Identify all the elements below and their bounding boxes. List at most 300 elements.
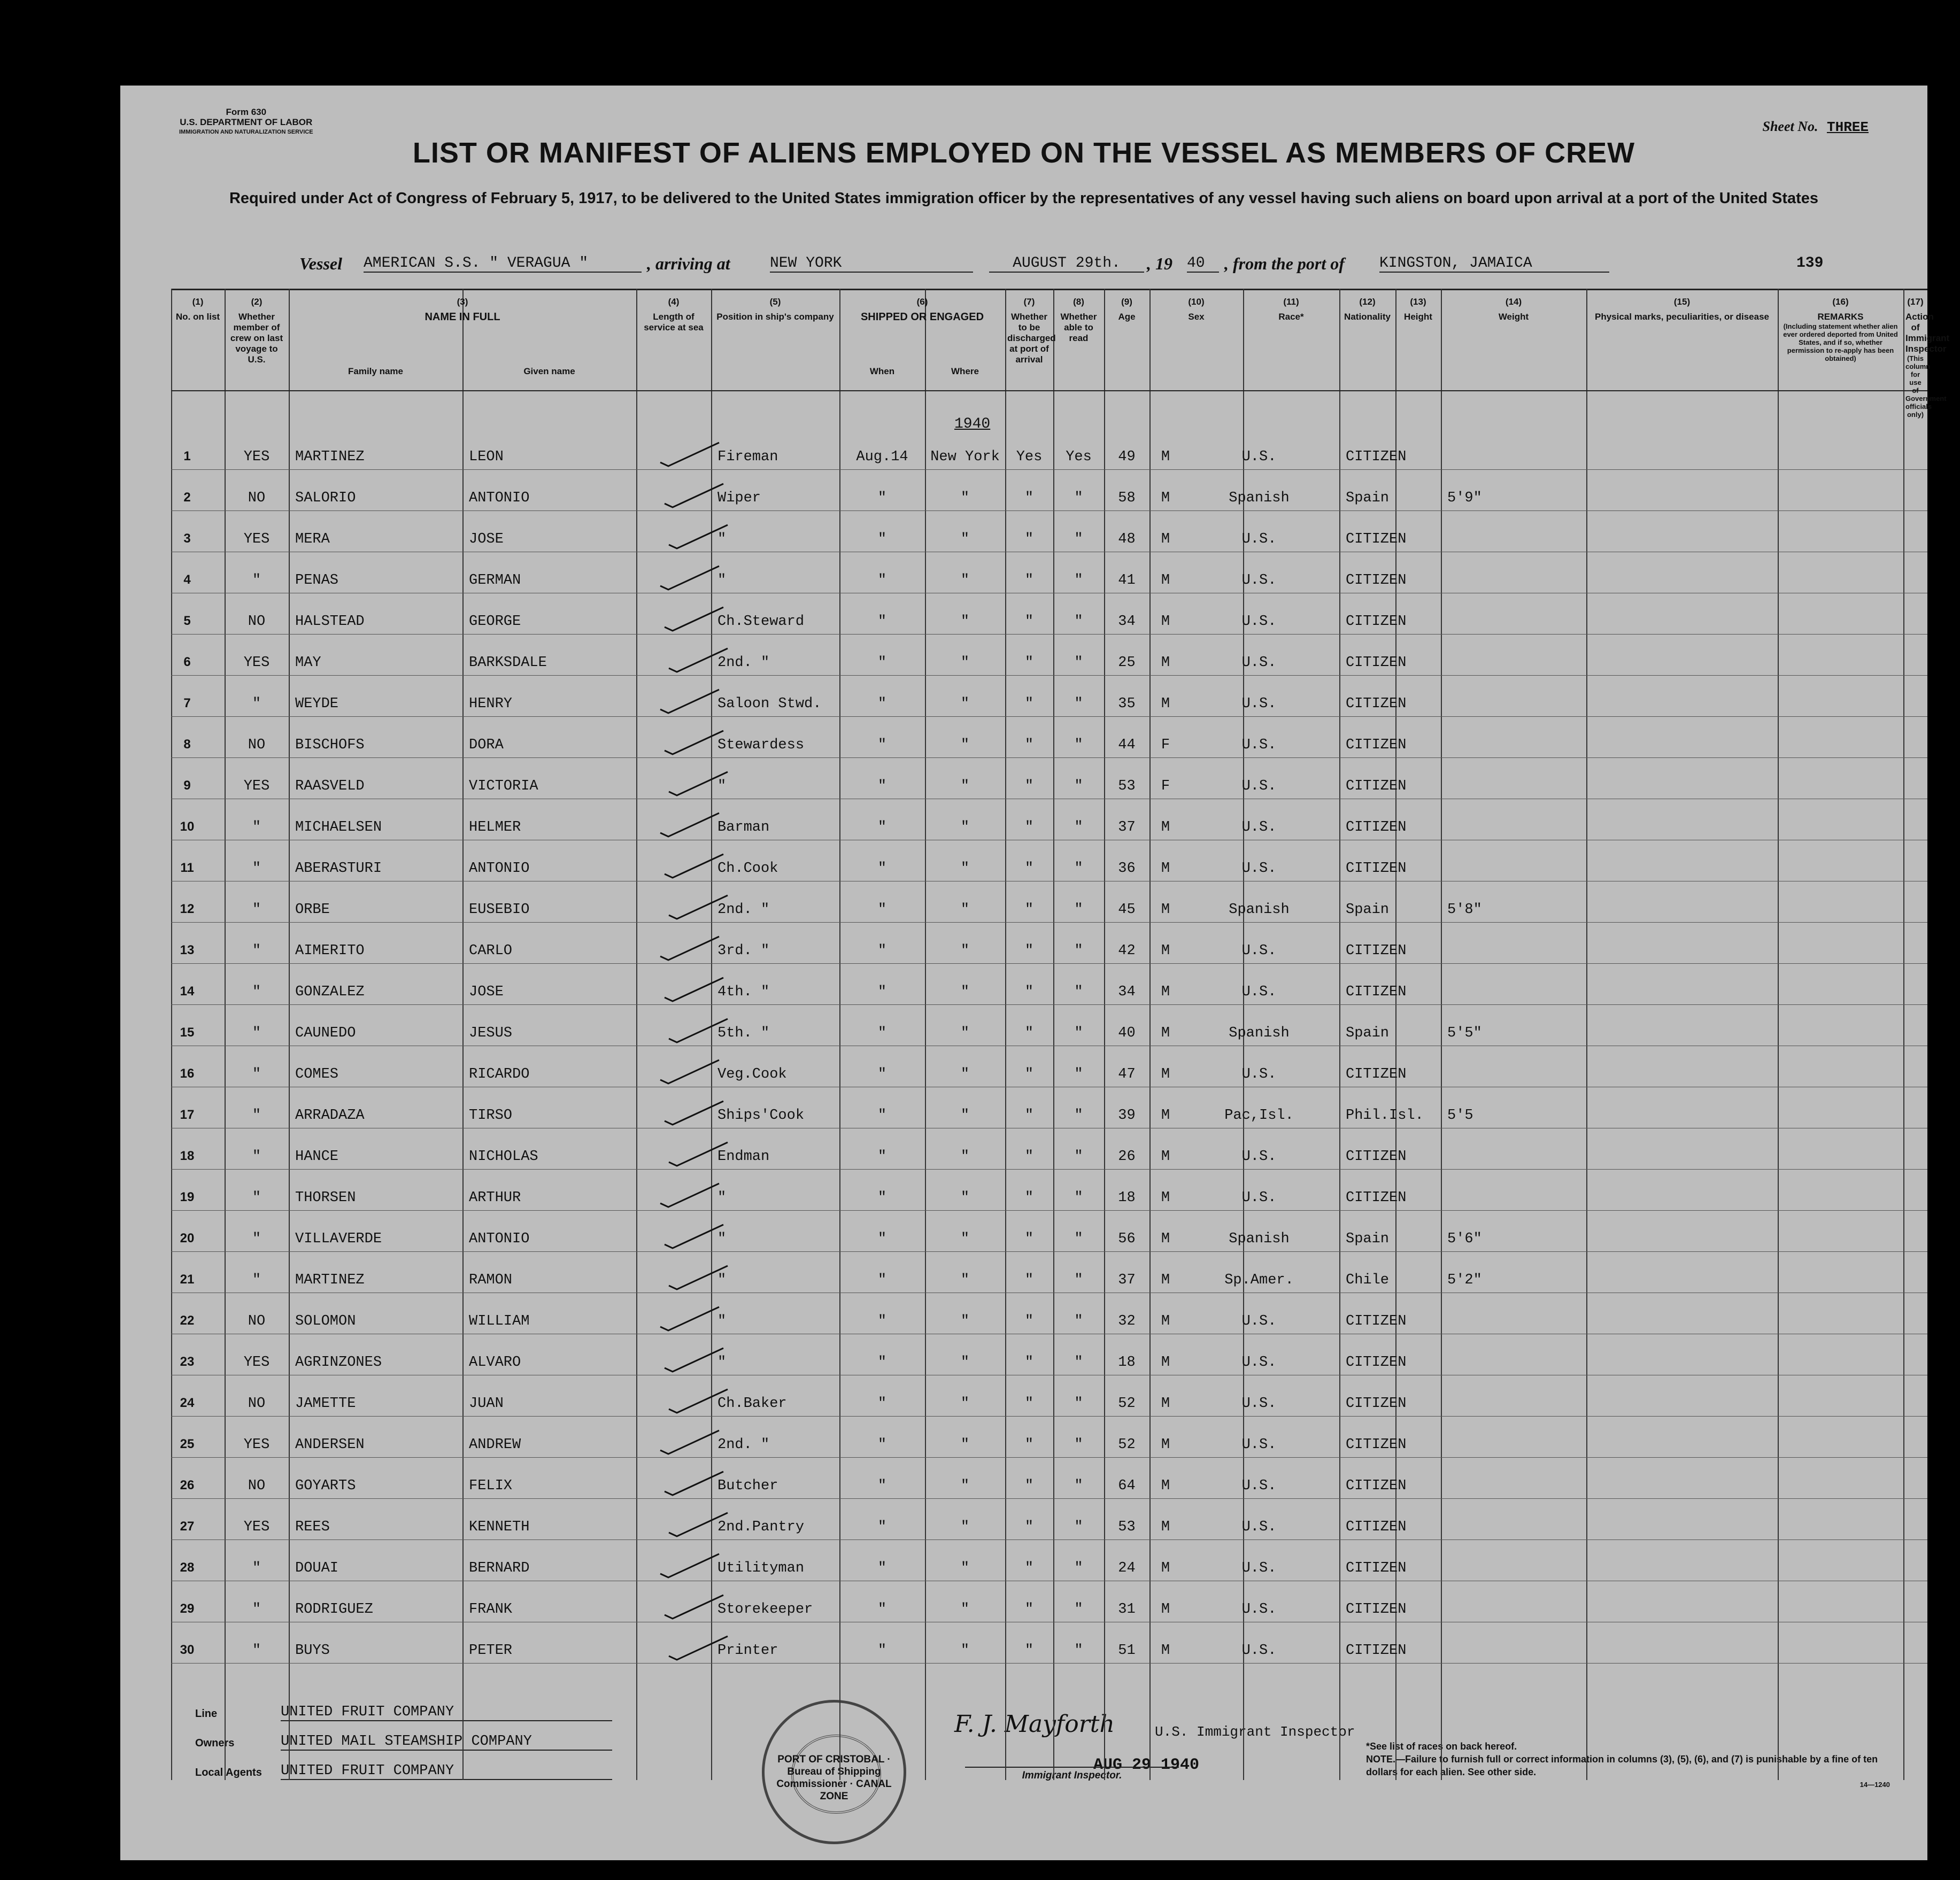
cell-nat: CITIZEN [1346, 984, 1407, 1000]
cell-pos: 2nd. " [717, 1437, 770, 1453]
cell-read: " [1074, 861, 1083, 877]
cell-when: " [877, 778, 887, 794]
note-races: *See list of races on back hereof. [1366, 1741, 1517, 1752]
cell-pos: 4th. " [717, 984, 770, 1000]
form-number: Form 630 [226, 107, 267, 117]
cell-age: 52 [1118, 1396, 1136, 1412]
cell-read: " [1074, 531, 1083, 547]
cell-sex: M [1161, 696, 1170, 712]
cell-read: " [1074, 1190, 1083, 1206]
cell-family: SOLOMON [295, 1313, 356, 1329]
cell-crew: " [252, 943, 261, 959]
column-header: (17) Action of Immigrant Inspector (This column for use of Government officials only) [1905, 297, 1950, 419]
service-check-mark [659, 973, 729, 1005]
cell-crew: NO [248, 614, 266, 630]
cell-race: U.S. [1241, 819, 1277, 835]
cell-given: JOSE [469, 531, 504, 547]
cell-sex: M [1161, 614, 1170, 630]
cell-given: ANDREW [469, 1437, 521, 1453]
cell-race: U.S. [1241, 614, 1277, 630]
row-rule [171, 675, 1927, 676]
date-stamp: AUG 29 1940 [1093, 1756, 1200, 1774]
cell-family: HALSTEAD [295, 614, 365, 630]
cell-pos: 5th. " [717, 1025, 770, 1041]
cell-when: " [877, 1478, 887, 1494]
cell-given: JUAN [469, 1396, 504, 1412]
row-rule [171, 1251, 1927, 1252]
service-check-mark [655, 809, 724, 841]
cell-family: CAUNEDO [295, 1025, 356, 1041]
cell-no: 17 [180, 1108, 195, 1122]
service-check-mark [663, 644, 733, 676]
cell-family: ARRADAZA [295, 1108, 365, 1124]
row-rule [171, 1004, 1927, 1005]
service-check-mark [655, 562, 724, 594]
cell-read: " [1074, 1519, 1083, 1535]
cell-where: " [960, 861, 970, 877]
cell-family: GONZALEZ [295, 984, 365, 1000]
cell-given: GERMAN [469, 572, 521, 589]
cell-age: 37 [1118, 819, 1136, 835]
cell-nat: CITIZEN [1346, 572, 1407, 589]
cell-sex: M [1161, 1190, 1170, 1206]
cell-family: ABERASTURI [295, 861, 382, 877]
cell-race: U.S. [1241, 1643, 1277, 1659]
cell-read: " [1074, 1108, 1083, 1124]
cell-when: " [877, 1190, 887, 1206]
cell-when: " [877, 1437, 887, 1453]
cell-when: " [877, 1396, 887, 1412]
column-header: (13) Height [1404, 297, 1432, 322]
cell-nat: CITIZEN [1346, 943, 1407, 959]
cell-race: U.S. [1241, 1519, 1277, 1535]
cell-read: " [1074, 819, 1083, 835]
cell-crew: " [252, 1272, 261, 1288]
cell-when: " [877, 655, 887, 671]
cell-sex: M [1161, 1025, 1170, 1041]
cell-crew: " [252, 696, 261, 712]
cell-read: " [1074, 737, 1083, 753]
cell-no: 4 [183, 572, 191, 587]
cell-family: RAASVELD [295, 778, 365, 794]
cell-given: LEON [469, 449, 504, 465]
cell-dis: " [1024, 1025, 1034, 1041]
service-check-mark [663, 1385, 733, 1417]
cell-crew: " [252, 1560, 261, 1576]
cell-no: 15 [180, 1025, 195, 1040]
cell-no: 13 [180, 943, 195, 957]
cell-when: " [877, 1272, 887, 1288]
cell-dis: " [1024, 490, 1034, 506]
cell-age: 35 [1118, 696, 1136, 712]
cell-given: RAMON [469, 1272, 513, 1288]
cell-pos: Endman [717, 1149, 770, 1165]
cell-sex: M [1161, 1519, 1170, 1535]
cell-nat: Spain [1346, 1231, 1390, 1247]
table-top-rule [171, 289, 1927, 290]
cell-given: RICARDO [469, 1066, 530, 1082]
cell-family: AGRINZONES [295, 1355, 382, 1371]
cell-sex: M [1161, 902, 1170, 918]
cell-nat: Spain [1346, 902, 1390, 918]
cell-age: 36 [1118, 861, 1136, 877]
cell-nat: Phil.Isl. [1346, 1108, 1424, 1124]
cell-read: " [1074, 1643, 1083, 1659]
cell-given: BARKSDALE [469, 655, 547, 671]
cell-pos: 2nd. " [717, 902, 770, 918]
cell-crew: NO [248, 1478, 266, 1494]
cell-age: 39 [1118, 1108, 1136, 1124]
cell-pos: Ch.Steward [717, 614, 805, 630]
sheet-value: THREE [1826, 119, 1869, 135]
cell-dis: " [1024, 1602, 1034, 1618]
cell-read: " [1074, 1355, 1083, 1371]
cell-when: " [877, 696, 887, 712]
cell-where: " [960, 531, 970, 547]
cell-no: 21 [180, 1272, 195, 1287]
form-service: IMMIGRATION AND NATURALIZATION SERVICE [179, 129, 313, 135]
vessel-name: AMERICAN S.S. " VERAGUA " [364, 255, 642, 273]
cell-family: COMES [295, 1066, 339, 1082]
cell-family: RODRIGUEZ [295, 1602, 373, 1618]
cell-race: U.S. [1241, 1313, 1277, 1329]
cell-dis: " [1024, 1643, 1034, 1659]
column-header: (9) Age [1118, 297, 1136, 322]
cell-family: MAY [295, 655, 321, 671]
cell-dis: " [1024, 1231, 1034, 1247]
cell-given: ANTONIO [469, 490, 530, 506]
cell-when: Aug.14 [856, 449, 908, 465]
cell-no: 9 [183, 778, 191, 793]
cell-pos: " [717, 531, 727, 547]
column-rule [1586, 289, 1587, 1780]
row-rule [171, 1457, 1927, 1458]
cell-when: " [877, 1643, 887, 1659]
cell-read: " [1074, 778, 1083, 794]
cell-where: " [960, 1437, 970, 1453]
service-check-mark [663, 1508, 733, 1541]
row-rule [171, 1210, 1927, 1211]
cell-pos: " [717, 1272, 727, 1288]
sheet-label: Sheet No. [1762, 119, 1818, 134]
from-label: , from the port of [1224, 254, 1345, 273]
cell-given: PETER [469, 1643, 513, 1659]
cell-no: 10 [180, 819, 195, 834]
column-header: (16) REMARKS (Including statement whether alien ever ordered deported from United States, and if so, whether permission to re-apply has been obtained) [1783, 297, 1898, 362]
service-check-mark [659, 726, 729, 759]
page-title: LIST OR MANIFEST OF ALIENS EMPLOYED ON THE VESSEL AS MEMBERS OF CREW [412, 137, 1635, 169]
cell-when: " [877, 984, 887, 1000]
cell-family: ORBE [295, 902, 330, 918]
cell-family: DOUAI [295, 1560, 339, 1576]
cell-nat: CITIZEN [1346, 1190, 1407, 1206]
cell-family: REES [295, 1519, 330, 1535]
cell-when: " [877, 572, 887, 589]
service-check-mark [659, 603, 729, 635]
cell-where: " [960, 490, 970, 506]
cell-crew: YES [243, 1437, 270, 1453]
service-check-mark [663, 1138, 733, 1170]
cell-age: 32 [1118, 1313, 1136, 1329]
cell-crew: YES [243, 778, 270, 794]
line-label: Line [195, 1708, 218, 1720]
cell-pos: Ch.Cook [717, 861, 778, 877]
cell-family: JAMETTE [295, 1396, 356, 1412]
service-check-mark [663, 1632, 733, 1664]
cell-sex: M [1161, 984, 1170, 1000]
cell-given: ANTONIO [469, 861, 530, 877]
subheader-where: Where [951, 366, 979, 376]
cell-when: " [877, 1313, 887, 1329]
column-header: (12) Nationality [1344, 297, 1391, 322]
cell-no: 29 [180, 1602, 195, 1616]
cell-race: U.S. [1241, 1149, 1277, 1165]
cell-nat: CITIZEN [1346, 614, 1407, 630]
cell-where: " [960, 1355, 970, 1371]
cell-sex: M [1161, 819, 1170, 835]
cell-age: 45 [1118, 902, 1136, 918]
header-rule [171, 390, 1927, 391]
page-number: 139 [1796, 255, 1824, 272]
cell-sex: M [1161, 1272, 1170, 1288]
manifest-sheet [120, 86, 1950, 1860]
cell-nat: CITIZEN [1346, 861, 1407, 877]
cell-read: " [1074, 1560, 1083, 1576]
cell-dis: " [1024, 531, 1034, 547]
cell-crew: YES [243, 531, 270, 547]
footer-notes [1366, 1740, 1890, 1791]
vessel-label: Vessel [299, 254, 342, 273]
column-header: (4) Length of service at sea [644, 297, 704, 332]
cell-sex: F [1161, 737, 1170, 753]
agents-label: Local Agents [195, 1767, 262, 1778]
cell-when: " [877, 943, 887, 959]
cell-family: MARTINEZ [295, 449, 365, 465]
cell-given: NICHOLAS [469, 1149, 538, 1165]
row-rule [171, 1498, 1927, 1499]
cell-when: " [877, 1602, 887, 1618]
cell-height: 5'8" [1447, 902, 1482, 918]
service-check-mark [659, 1591, 729, 1623]
column-header: (8) Whether able to read [1060, 297, 1097, 343]
row-rule [171, 634, 1927, 635]
cell-race: U.S. [1241, 449, 1277, 465]
column-header: (2) Whether member of crew on last voyage to U.S. [230, 297, 283, 365]
cell-read: " [1074, 614, 1083, 630]
arriving-label: , arriving at [647, 254, 730, 273]
cell-sex: M [1161, 1066, 1170, 1082]
cell-dis: " [1024, 614, 1034, 630]
column-header: (15) Physical marks, peculiarities, or disease [1594, 297, 1769, 322]
cell-dis: " [1024, 655, 1034, 671]
cell-where: " [960, 1560, 970, 1576]
cell-read: " [1074, 1313, 1083, 1329]
cell-race: U.S. [1241, 861, 1277, 877]
cell-race: U.S. [1241, 655, 1277, 671]
cell-age: 37 [1118, 1272, 1136, 1288]
cell-dis: " [1024, 1437, 1034, 1453]
cell-pos: " [717, 778, 727, 794]
cell-dis: " [1024, 1313, 1034, 1329]
cell-age: 53 [1118, 778, 1136, 794]
cell-when: " [877, 1355, 887, 1371]
cell-family: ANDERSEN [295, 1437, 365, 1453]
service-check-mark [663, 1015, 733, 1047]
row-rule [171, 1416, 1927, 1417]
cell-dis: " [1024, 1272, 1034, 1288]
subheader-family: Family name [348, 366, 403, 376]
cell-age: 56 [1118, 1231, 1136, 1247]
cell-given: WILLIAM [469, 1313, 530, 1329]
cell-family: MARTINEZ [295, 1272, 365, 1288]
cell-age: 34 [1118, 614, 1136, 630]
service-check-mark [663, 891, 733, 923]
cell-pos: 2nd.Pantry [717, 1519, 805, 1535]
cell-dis: " [1024, 902, 1034, 918]
cell-nat: CITIZEN [1346, 1519, 1407, 1535]
cell-nat: CITIZEN [1346, 1602, 1407, 1618]
cell-given: ANTONIO [469, 1231, 530, 1247]
cell-race: U.S. [1241, 1437, 1277, 1453]
cell-age: 42 [1118, 943, 1136, 959]
cell-where: " [960, 614, 970, 630]
cell-family: WEYDE [295, 696, 339, 712]
cell-sex: M [1161, 531, 1170, 547]
cell-when: " [877, 614, 887, 630]
cell-no: 23 [180, 1355, 195, 1369]
cell-race: Pac,Isl. [1224, 1108, 1294, 1124]
cell-crew: " [252, 1231, 261, 1247]
year-note: 1940 [954, 416, 991, 432]
cell-read: " [1074, 696, 1083, 712]
cell-dis: " [1024, 1478, 1034, 1494]
row-rule [171, 1663, 1927, 1664]
cell-dis: " [1024, 1560, 1034, 1576]
cell-dis: " [1024, 1066, 1034, 1082]
cell-where: " [960, 1108, 970, 1124]
agents-value: UNITED FRUIT COMPANY [281, 1763, 612, 1780]
cell-race: Spanish [1229, 1025, 1290, 1041]
cell-race: U.S. [1241, 1478, 1277, 1494]
cell-when: " [877, 902, 887, 918]
cell-crew: " [252, 984, 261, 1000]
cell-read: Yes [1066, 449, 1092, 465]
cell-crew: " [252, 1066, 261, 1082]
cell-pos: Utilityman [717, 1560, 805, 1576]
cell-where: " [960, 696, 970, 712]
cell-crew: " [252, 1108, 261, 1124]
cell-where: " [960, 1396, 970, 1412]
cell-where: " [960, 1190, 970, 1206]
cell-family: AIMERITO [295, 943, 365, 959]
cell-no: 20 [180, 1231, 195, 1245]
subheader-when: When [869, 366, 895, 376]
cell-nat: CITIZEN [1346, 1066, 1407, 1082]
cell-crew: NO [248, 490, 266, 506]
cell-dis: " [1024, 819, 1034, 835]
cell-sex: M [1161, 1396, 1170, 1412]
column-header: (1) No. on list [175, 297, 220, 322]
cell-no: 8 [183, 737, 191, 752]
row-rule [171, 1539, 1927, 1540]
cell-given: BERNARD [469, 1560, 530, 1576]
cell-pos: Stewardess [717, 737, 805, 753]
arrival-port: NEW YORK [770, 255, 973, 273]
from-port: KINGSTON, JAMAICA [1379, 255, 1609, 273]
cell-age: 58 [1118, 490, 1136, 506]
service-check-mark [663, 1262, 733, 1294]
cell-sex: M [1161, 1560, 1170, 1576]
cell-where: " [960, 943, 970, 959]
column-header: (14) Weight [1498, 297, 1529, 322]
cell-height: 5'9" [1447, 490, 1482, 506]
cell-pos: Butcher [717, 1478, 778, 1494]
cell-when: " [877, 1519, 887, 1535]
inspector-signature: F. J. Mayforth [954, 1711, 1115, 1738]
cell-crew: " [252, 1149, 261, 1165]
service-check-mark [659, 1220, 729, 1252]
cell-read: " [1074, 1149, 1083, 1165]
cell-when: " [877, 1560, 887, 1576]
cell-age: 40 [1118, 1025, 1136, 1041]
cell-dis: " [1024, 572, 1034, 589]
cell-dis: Yes [1016, 449, 1043, 465]
cell-age: 53 [1118, 1519, 1136, 1535]
cell-no: 19 [180, 1190, 195, 1204]
cell-read: " [1074, 1602, 1083, 1618]
cell-age: 64 [1118, 1478, 1136, 1494]
cell-given: JESUS [469, 1025, 513, 1041]
cell-pos: " [717, 572, 727, 589]
cell-crew: " [252, 1602, 261, 1618]
cell-where: " [960, 1272, 970, 1288]
cell-race: U.S. [1241, 1602, 1277, 1618]
cell-no: 18 [180, 1149, 195, 1163]
cell-sex: F [1161, 778, 1170, 794]
cell-dis: " [1024, 984, 1034, 1000]
cell-crew: YES [243, 655, 270, 671]
cell-pos: Saloon Stwd. [717, 696, 822, 712]
service-check-mark [655, 932, 724, 964]
owners-value: UNITED MAIL STEAMSHIP COMPANY [281, 1734, 612, 1751]
cell-read: " [1074, 1478, 1083, 1494]
cell-where: " [960, 778, 970, 794]
form-department: U.S. DEPARTMENT OF LABOR [180, 117, 313, 127]
cell-pos: Printer [717, 1643, 778, 1659]
cell-pos: " [717, 1355, 727, 1371]
cell-sex: M [1161, 1602, 1170, 1618]
cell-read: " [1074, 490, 1083, 506]
cell-race: Spanish [1229, 1231, 1290, 1247]
cell-crew: " [252, 1643, 261, 1659]
cell-read: " [1074, 1066, 1083, 1082]
cell-read: " [1074, 572, 1083, 589]
cell-race: U.S. [1241, 737, 1277, 753]
cell-age: 18 [1118, 1355, 1136, 1371]
cell-no: 26 [180, 1478, 195, 1492]
cell-given: HELMER [469, 819, 521, 835]
cell-no: 12 [180, 902, 195, 916]
cell-sex: M [1161, 655, 1170, 671]
service-check-mark [663, 521, 733, 553]
cell-dis: " [1024, 1396, 1034, 1412]
cell-where: " [960, 1643, 970, 1659]
row-rule [171, 1169, 1927, 1170]
cell-read: " [1074, 943, 1083, 959]
cell-given: JOSE [469, 984, 504, 1000]
cell-pos: " [717, 1190, 727, 1206]
cell-no: 11 [180, 861, 194, 875]
